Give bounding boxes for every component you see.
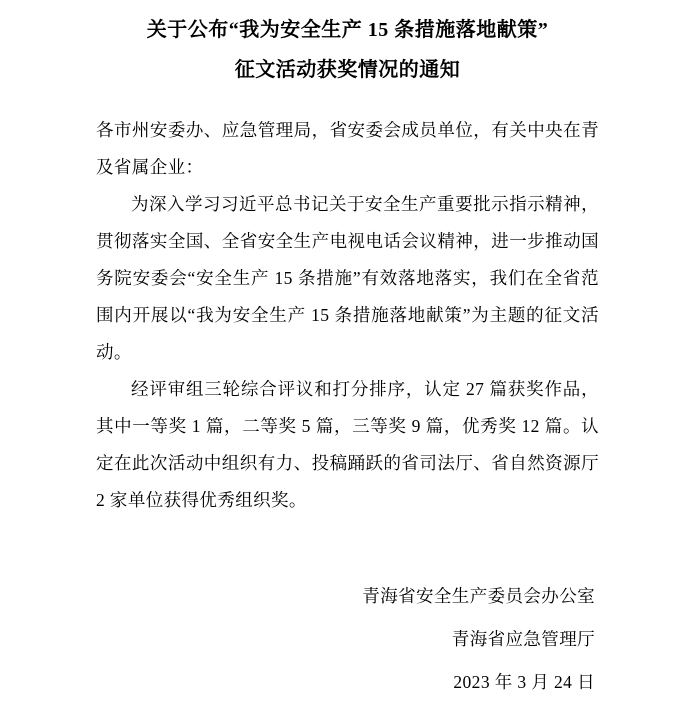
signature-date: 2023 年 3 月 24 日 <box>453 672 595 692</box>
body-paragraph-1: 为深入学习习近平总书记关于安全生产重要批示指示精神，贯彻落实全国、全省安全生产电视电话会议精神，进一步推动国务院安委会“安全生产 15 条措施”有效落地落实，我们在全省范围内开展以“我为安全生产 15 条措施落地献策”为主题的征文活动。 <box>96 194 599 362</box>
page-title <box>96 0 599 90</box>
body-paragraph-2: 经评审组三轮综合评议和打分排序，认定 27 篇获奖作品，其中一等奖 1 篇，二等奖 5 篇，三等奖 9 篇，优秀奖 12 篇。认定在此次活动中组织有力、投稿踊跃的省司法厅、省自然资源厅 2 家单位获得优秀组织奖。 <box>96 379 599 510</box>
signature-issuer-2: 青海省应急管理厅 <box>451 629 595 649</box>
document-body <box>96 112 599 704</box>
signature-issuer-1: 青海省安全生产委员会办公室 <box>362 586 595 606</box>
page-title-line-2: 征文活动获奖情况的通知 <box>234 59 461 81</box>
recipients-paragraph: 各市州安委办、应急管理局，省安委会成员单位，有关中央在青及省属企业： <box>96 120 599 177</box>
signature-block <box>96 575 599 704</box>
page-title-line-1: 关于公布“我为安全生产 15 条措施落地献策” <box>146 19 549 41</box>
